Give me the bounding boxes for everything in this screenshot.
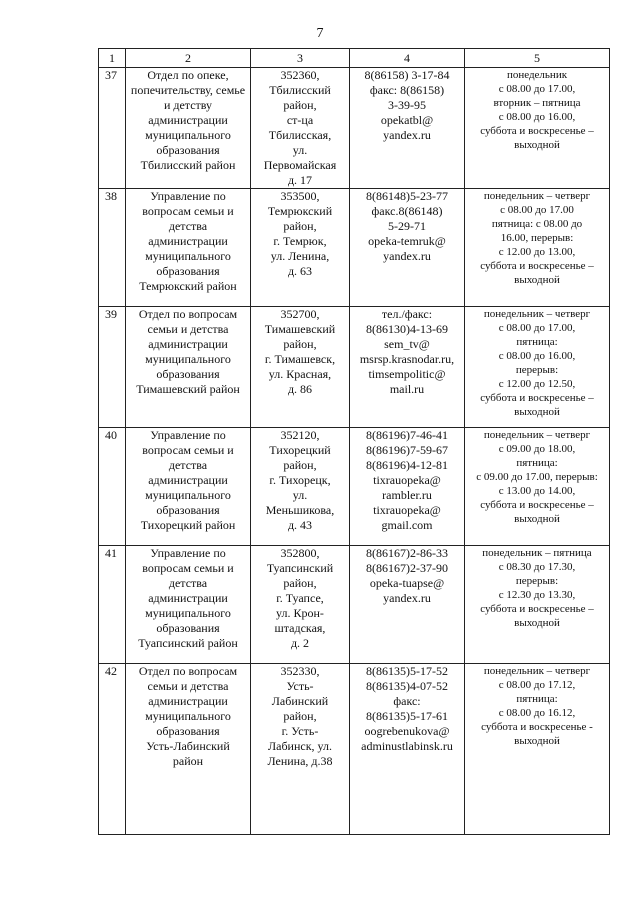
address-line: Усть-	[286, 679, 314, 693]
work-schedule-line: суббота и воскресенье –	[480, 499, 594, 511]
address-line: район,	[283, 98, 317, 112]
contacts-line: adminustlabinsk.ru	[361, 739, 453, 753]
contacts-line: msrsp.krasnodar.ru,	[359, 352, 455, 366]
organization-name-line: образования	[156, 503, 220, 517]
work-schedule-line: понедельник – четверг	[483, 665, 591, 677]
organization-name-line: Тимашевский район	[136, 382, 240, 396]
address-line: район,	[283, 458, 317, 472]
contacts-line: yandex.ru	[383, 591, 431, 605]
contacts-line: timsempolitic@	[368, 367, 446, 381]
contacts-line: 3-39-95	[388, 98, 426, 112]
work-schedule-line: вторник – пятница	[493, 97, 581, 109]
organization-name-line: администрации	[148, 473, 228, 487]
address-line: ул.	[292, 488, 308, 502]
contacts-line: 8(86167)2-86-33	[366, 546, 448, 560]
address-line: г. Тимашевск,	[264, 352, 336, 366]
address-line: Темрюкский	[267, 204, 333, 218]
table-row	[99, 546, 610, 664]
organization-name-line: попечительству, семье	[130, 83, 246, 97]
address-line: Туапсинский	[266, 561, 334, 575]
work-schedule-line: с 09.00 до 17.00, перерыв:	[476, 471, 598, 483]
address-line: г. Усть-	[281, 724, 319, 738]
work-schedule-line: понедельник – четверг	[483, 190, 591, 202]
contacts-line: gmail.com	[381, 518, 433, 532]
contacts-cell	[350, 546, 465, 664]
work-schedule-line: выходной	[514, 617, 560, 629]
organization-name-cell	[126, 307, 251, 428]
organization-name-line: муниципального	[145, 606, 231, 620]
contacts-line: 8(86196)7-46-41	[366, 428, 448, 442]
address-cell	[251, 189, 350, 307]
work-schedule-line: суббота и воскресенье –	[480, 260, 594, 272]
contacts-line: opeka-tuapse@	[369, 576, 445, 590]
work-schedule-line: с 08.00 до 16.00,	[498, 111, 576, 123]
organization-name-line: муниципального	[145, 352, 231, 366]
organization-name-line: Управление по	[150, 546, 226, 560]
work-schedule-line: с 08.30 до 17.30,	[498, 561, 576, 573]
contacts-line: yandex.ru	[383, 128, 431, 142]
address-line: д. 86	[287, 382, 313, 396]
contacts-cell	[350, 68, 465, 189]
address-cell	[251, 68, 350, 189]
address-line: Тбилисская,	[268, 128, 332, 142]
contacts-line: факс:	[393, 694, 421, 708]
address-line: Первомайская	[263, 158, 337, 172]
work-schedule-cell	[465, 546, 610, 664]
address-line: ул.	[292, 143, 308, 157]
contacts-line: oogrebenukova@	[364, 724, 450, 738]
contacts-line: факс: 8(86158)	[369, 83, 445, 97]
organization-name-line: администрации	[148, 337, 228, 351]
address-line: ул. Красная,	[268, 367, 332, 381]
work-schedule-line: с 12.00 до 12.50,	[498, 378, 576, 390]
address-line: г. Темрюк,	[273, 234, 327, 248]
address-line: район,	[283, 709, 317, 723]
work-schedule-line: понедельник	[506, 69, 568, 81]
work-schedule-line: 16.00, перерыв:	[500, 232, 574, 244]
address-line: д. 63	[287, 264, 313, 278]
work-schedule-cell	[465, 428, 610, 546]
address-line: Ленина, д.38	[267, 754, 333, 768]
work-schedule-line: выходной	[514, 513, 560, 525]
contacts-line: opeka-temruk@	[368, 234, 446, 248]
row-number: 40	[99, 428, 126, 546]
work-schedule-cell	[465, 68, 610, 189]
table-row	[99, 307, 610, 428]
contacts-line: mail.ru	[389, 382, 425, 396]
organization-name-line: вопросам семьи и	[142, 561, 234, 575]
work-schedule-cell	[465, 307, 610, 428]
address-cell	[251, 664, 350, 835]
contacts-line: opekatbl@	[380, 113, 434, 127]
contacts-line: rambler.ru	[382, 488, 432, 502]
work-schedule-line: пятница:	[516, 336, 558, 348]
column-header-4: 4	[350, 49, 465, 68]
address-line: 353500,	[280, 189, 320, 203]
organization-name-line: и детству	[163, 98, 213, 112]
contacts-line: 5-29-71	[388, 219, 426, 233]
row-number: 42	[99, 664, 126, 835]
work-schedule-line: суббота и воскресенье -	[481, 721, 593, 733]
organization-name-line: Отдел по вопросам	[138, 307, 238, 321]
table-header-row	[99, 49, 610, 68]
organization-name-line: Усть-Лабинский	[146, 739, 230, 753]
work-schedule-line: суббота и воскресенье –	[480, 125, 594, 137]
address-line: Тимашевский	[264, 322, 336, 336]
work-schedule-line: перерыв:	[515, 575, 559, 587]
work-schedule-line: с 08.00 до 16.00,	[498, 350, 576, 362]
contacts-line: tixrauopeka@	[373, 473, 441, 487]
work-schedule-line: с 09.00 до 18.00,	[498, 443, 576, 455]
organization-name-line: детства	[168, 458, 208, 472]
address-line: ст-ца	[286, 113, 314, 127]
address-line: Лабинск, ул.	[267, 739, 333, 753]
organization-name-line: район	[172, 754, 204, 768]
table-row	[99, 664, 610, 835]
column-header-3: 3	[251, 49, 350, 68]
contacts-line: 8(86135)5-17-61	[366, 709, 448, 723]
contacts-line: 8(86148)5-23-77	[366, 189, 448, 203]
address-line: г. Туапсе,	[276, 591, 324, 605]
work-schedule-line: выходной	[514, 735, 560, 747]
organization-name-line: муниципального	[145, 128, 231, 142]
contacts-cell	[350, 428, 465, 546]
organization-name-line: муниципального	[145, 249, 231, 263]
address-line: д. 2	[290, 636, 310, 650]
table-row	[99, 68, 610, 189]
organization-name-cell	[126, 189, 251, 307]
organization-name-line: образования	[156, 143, 220, 157]
work-schedule-line: с 08.00 до 16.12,	[498, 707, 576, 719]
address-line: район,	[283, 576, 317, 590]
address-cell	[251, 546, 350, 664]
organization-name-line: Тбилисский район	[140, 158, 236, 172]
address-line: Тбилисский	[269, 83, 331, 97]
work-schedule-line: с 08.00 до 17.12,	[498, 679, 576, 691]
contacts-line: 8(86135)5-17-52	[366, 664, 448, 678]
work-schedule-line: пятница:	[516, 457, 558, 469]
work-schedule-cell	[465, 189, 610, 307]
work-schedule-line: суббота и воскресенье –	[480, 603, 594, 615]
organization-name-line: вопросам семьи и	[142, 204, 234, 218]
work-schedule-line: пятница:	[516, 693, 558, 705]
work-schedule-line: с 12.00 до 13.00,	[498, 246, 576, 258]
work-schedule-line: выходной	[514, 139, 560, 151]
address-line: район,	[283, 337, 317, 351]
row-number: 38	[99, 189, 126, 307]
address-line: Меньшикова,	[265, 503, 335, 517]
address-line: Тихорецкий	[269, 443, 331, 457]
organization-name-line: администрации	[148, 694, 228, 708]
row-number: 37	[99, 68, 126, 189]
organization-name-cell	[126, 428, 251, 546]
guardianship-offices-table	[98, 48, 610, 835]
organization-name-line: детства	[168, 219, 208, 233]
contacts-line: факс.8(86148)	[371, 204, 443, 218]
organization-name-line: вопросам семьи и	[142, 443, 234, 457]
contacts-line: yandex.ru	[383, 249, 431, 263]
contacts-line: tixrauopeka@	[373, 503, 441, 517]
organization-name-line: Управление по	[150, 428, 226, 442]
address-cell	[251, 428, 350, 546]
work-schedule-line: с 12.30 до 13.30,	[498, 589, 576, 601]
contacts-line: 8(86135)4-07-52	[366, 679, 448, 693]
organization-name-line: Туапсинский район	[138, 636, 238, 650]
work-schedule-line: суббота и воскресенье –	[480, 392, 594, 404]
column-header-1: 1	[99, 49, 126, 68]
address-line: 352800,	[280, 546, 320, 560]
organization-name-line: муниципального	[145, 488, 231, 502]
column-header-2: 2	[126, 49, 251, 68]
work-schedule-line: выходной	[514, 406, 560, 418]
contacts-line: 8(86158) 3-17-84	[364, 68, 450, 82]
work-schedule-line: понедельник – четверг	[483, 308, 591, 320]
organization-name-line: Отдел по опеке,	[147, 68, 229, 82]
contacts-line: sem_tv@	[384, 337, 430, 351]
work-schedule-line: с 08.00 до 17.00	[500, 204, 574, 216]
address-line: Лабинский	[271, 694, 329, 708]
organization-name-line: администрации	[148, 591, 228, 605]
address-line: 352120,	[280, 428, 320, 442]
table-row	[99, 428, 610, 546]
table-row	[99, 189, 610, 307]
contacts-cell	[350, 307, 465, 428]
contacts-line: 8(86167)2-37-90	[366, 561, 448, 575]
address-line: ул. Ленина,	[270, 249, 330, 263]
organization-name-line: Управление по	[150, 189, 226, 203]
organization-name-line: образования	[156, 264, 220, 278]
address-cell	[251, 307, 350, 428]
contacts-line: 8(86196)4-12-81	[366, 458, 448, 472]
work-schedule-cell	[465, 664, 610, 835]
address-line: 352330,	[280, 664, 320, 678]
organization-name-line: администрации	[148, 234, 228, 248]
organization-name-line: семьи и детства	[147, 679, 229, 693]
work-schedule-line: перерыв:	[515, 364, 559, 376]
organization-name-line: Тихорецкий район	[140, 518, 236, 532]
organization-name-line: Темрюкский район	[139, 279, 237, 293]
address-line: г. Тихорецк,	[269, 473, 331, 487]
address-line: штадская,	[274, 621, 326, 635]
work-schedule-line: с 08.00 до 17.00,	[498, 83, 576, 95]
contacts-line: 8(86196)7-59-67	[366, 443, 448, 457]
address-line: д. 17	[287, 173, 313, 187]
work-schedule-line: пятница: с 08.00 до	[491, 218, 583, 230]
address-line: ул. Крон-	[276, 606, 324, 620]
organization-name-line: образования	[156, 621, 220, 635]
table-body	[99, 68, 610, 835]
address-line: район,	[283, 219, 317, 233]
organization-name-line: образования	[156, 724, 220, 738]
work-schedule-line: выходной	[514, 274, 560, 286]
organization-name-line: администрации	[148, 113, 228, 127]
page-number: 7	[316, 26, 324, 41]
address-line: 352360,	[280, 68, 320, 82]
row-number: 39	[99, 307, 126, 428]
contacts-line: тел./факс:	[381, 307, 433, 321]
organization-name-line: образования	[156, 367, 220, 381]
work-schedule-line: с 08.00 до 17.00,	[498, 322, 576, 334]
column-header-5: 5	[465, 49, 610, 68]
contacts-cell	[350, 189, 465, 307]
address-line: д. 43	[287, 518, 313, 532]
contacts-line: 8(86130)4-13-69	[366, 322, 448, 336]
contacts-cell	[350, 664, 465, 835]
work-schedule-line: с 13.00 до 14.00,	[498, 485, 576, 497]
organization-name-cell	[126, 68, 251, 189]
work-schedule-line: понедельник – четверг	[483, 429, 591, 441]
work-schedule-line: понедельник – пятница	[482, 547, 592, 559]
organization-name-line: муниципального	[145, 709, 231, 723]
row-number: 41	[99, 546, 126, 664]
organization-name-line: детства	[168, 576, 208, 590]
organization-name-line: семьи и детства	[147, 322, 229, 336]
organization-name-cell	[126, 664, 251, 835]
organization-name-cell	[126, 546, 251, 664]
address-line: 352700,	[280, 307, 320, 321]
organization-name-line: Отдел по вопросам	[138, 664, 238, 678]
